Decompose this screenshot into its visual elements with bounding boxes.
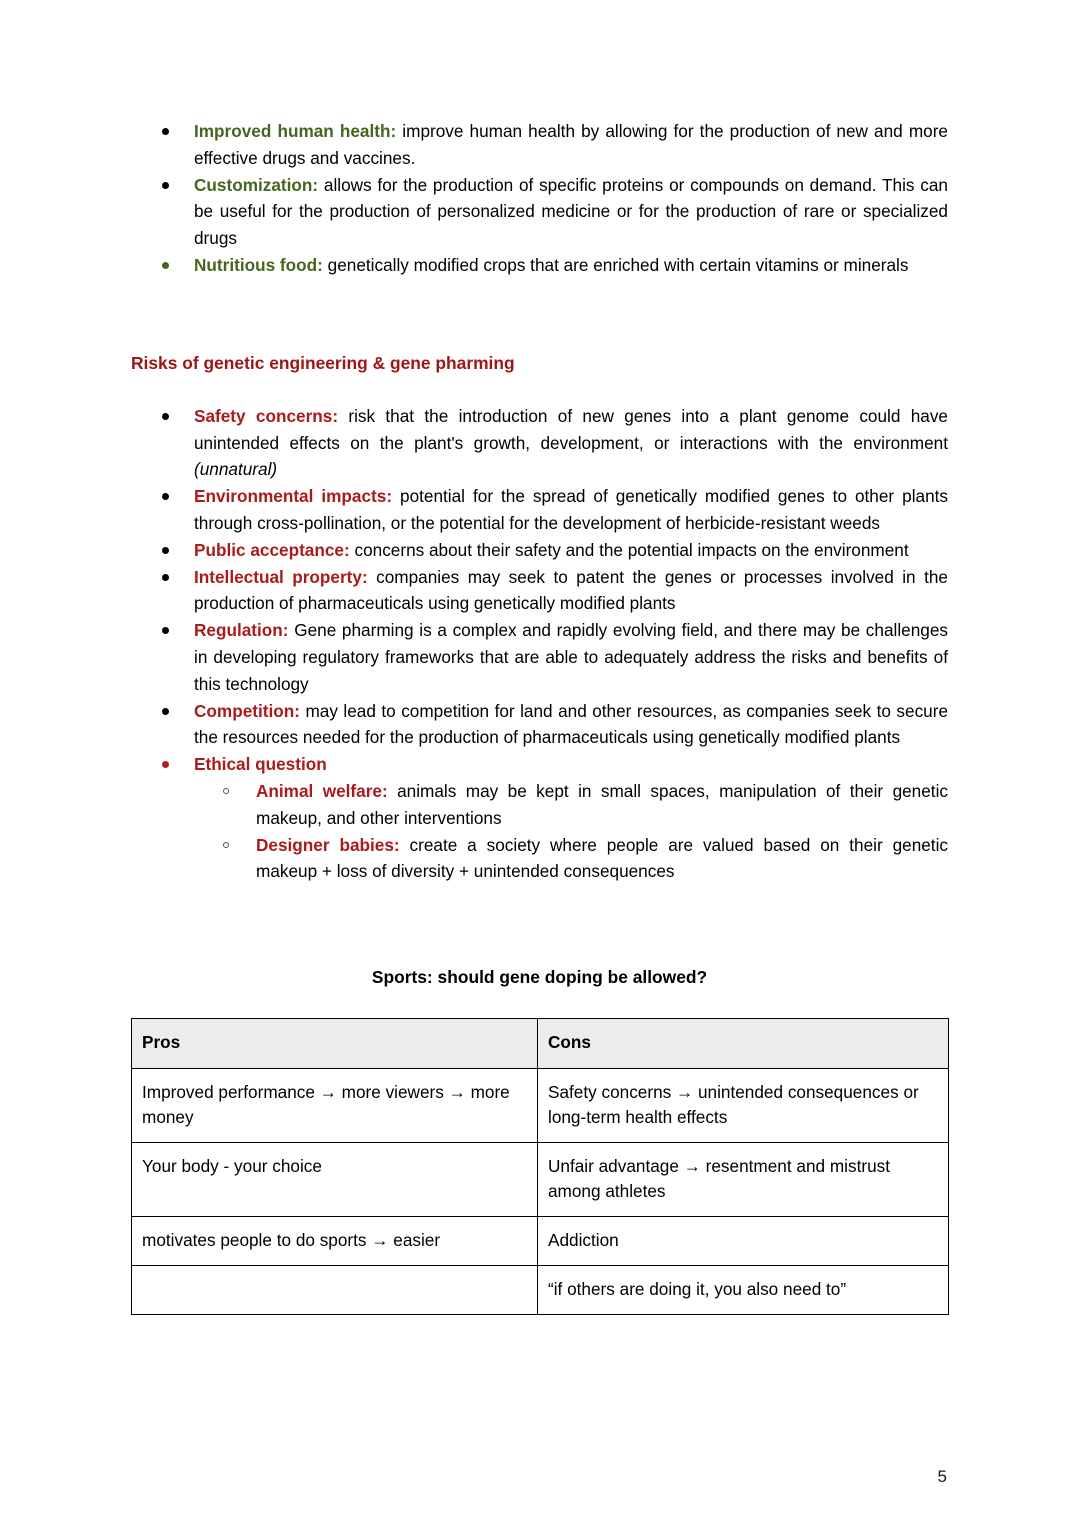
list-item-body: allows for the production of specific proteins or compounds on demand. This can be useful for the production of personalized medicine or for the production of rare or specialized drugs <box>194 174 948 249</box>
list-item <box>131 403 948 483</box>
table-header-row <box>132 1019 949 1069</box>
list-item-body: Gene pharming is a complex and rapidly evolving field, and there may be challenges in developing regulatory frameworks that are able to adequately address the risks and benefits of this technology <box>194 620 948 694</box>
list-item-lead: Designer babies: <box>256 834 400 855</box>
list-item-lead: Customization: <box>194 174 319 195</box>
bullet-marker-icon <box>162 708 169 715</box>
list-item <box>194 778 948 832</box>
list-item <box>131 698 948 752</box>
spacer <box>131 885 948 965</box>
table-row <box>132 1217 949 1266</box>
bullet-marker-icon <box>162 413 169 420</box>
page-content <box>131 118 948 1315</box>
list-item-lead: Animal welfare: <box>256 780 388 801</box>
list-item-body: animals may be kept in small spaces, manipulation of their genetic makeup, and other interventions <box>256 780 948 828</box>
bullet-marker-icon <box>162 262 169 269</box>
spacer <box>131 375 948 403</box>
table-cell-pro: Improved performance → more viewers → more money <box>132 1069 538 1143</box>
list-item <box>131 617 948 697</box>
table-cell-con: Safety concerns → unintended consequences or long-term health effects <box>538 1069 949 1143</box>
table-cell-pro <box>132 1266 538 1315</box>
list-item-lead: Nutritious food: <box>194 254 323 275</box>
list-item-lead: Public acceptance: <box>194 539 350 560</box>
bullet-marker-icon <box>162 574 169 581</box>
bullet-marker-icon <box>162 128 169 135</box>
list-item <box>131 537 948 564</box>
list-item-italic-note: (unnatural) <box>194 459 278 480</box>
table-cell-con: Unfair advantage → resentment and mistrust among athletes <box>538 1143 949 1217</box>
list-item <box>131 118 948 172</box>
list-item-body: may lead to competition for land and other resources, as companies seek to secure the resources needed for the production of pharmaceuticals using genetically modified plants <box>194 700 948 748</box>
list-item-body: potential for the spread of genetically modified genes to other plants through cross-pollination, or the potential for the development of herbicide-resistant weeds <box>194 486 948 533</box>
spacer <box>131 279 948 351</box>
pros-cons-table <box>131 1018 949 1315</box>
list-item <box>131 172 948 252</box>
list-item <box>131 252 948 279</box>
list-item-body: concerns about their safety and the potential impacts on the environment <box>349 539 909 560</box>
list-item-body: improve human health by allowing for the production of new and more effective drugs and vaccines. <box>194 121 948 168</box>
table-row <box>132 1143 949 1217</box>
list-item <box>131 483 948 537</box>
column-header-cons: Cons <box>538 1019 949 1069</box>
table-cell-con: Addiction <box>538 1217 949 1266</box>
column-header-pros: Pros <box>132 1019 538 1069</box>
list-item-ethical-question <box>131 751 948 885</box>
list-item-lead: Environmental impacts: <box>194 486 393 507</box>
list-item-lead: Competition: <box>194 700 300 721</box>
list-item-body: genetically modified crops that are enriched with certain vitamins or minerals <box>322 254 909 275</box>
page-number: 5 <box>937 1467 947 1486</box>
section-heading-risks: Risks of genetic engineering & gene pharming <box>131 352 515 373</box>
bullet-marker-icon <box>162 547 169 554</box>
bullet-marker-icon <box>162 182 169 189</box>
benefits-list <box>131 118 948 279</box>
list-item-body: companies may seek to patent the genes or processes involved in the production of pharmaceuticals using genetically modified plants <box>194 566 948 614</box>
bullet-marker-icon <box>162 761 169 768</box>
table-cell-pro: motivates people to do sports → easier <box>132 1217 538 1266</box>
list-item-lead: Regulation: <box>194 620 289 641</box>
list-item-lead: Safety concerns: <box>194 405 339 426</box>
list-item <box>131 564 948 618</box>
table-row <box>132 1266 949 1315</box>
list-item-body: risk that the introduction of new genes into a plant genome could have unintended effects on the plant's growth, development, or interactions with the environment <box>194 405 948 453</box>
list-item-body: create a society where people are valued based on their genetic makeup + loss of diversity + unintended consequences <box>256 834 948 882</box>
list-item-lead: Intellectual property: <box>194 566 368 587</box>
ethical-sublist <box>194 778 948 885</box>
list-item-lead: Ethical question <box>194 754 327 775</box>
hollow-bullet-marker-icon <box>223 842 229 848</box>
bullet-marker-icon <box>162 493 169 500</box>
table-row <box>132 1069 949 1143</box>
bullet-marker-icon <box>162 627 169 634</box>
list-item-lead: Improved human health: <box>194 121 397 141</box>
table-cell-pro: Your body - your choice <box>132 1143 538 1217</box>
list-item <box>194 832 948 886</box>
table-title: Sports: should gene doping be allowed? <box>371 967 708 988</box>
table-cell-con: “if others are doing it, you also need to” <box>538 1266 949 1315</box>
hollow-bullet-marker-icon <box>223 788 229 794</box>
risks-list <box>131 403 948 885</box>
